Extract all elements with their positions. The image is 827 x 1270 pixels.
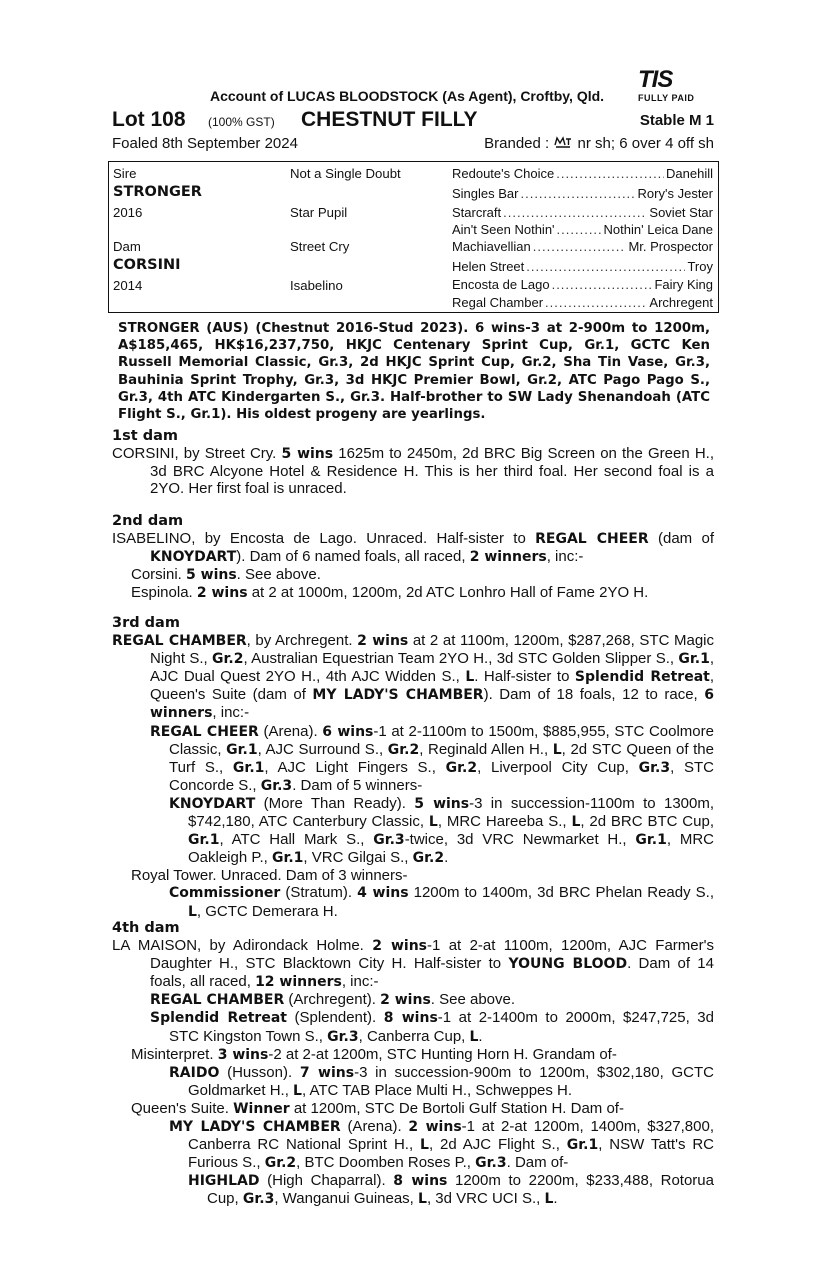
third-dam-section xyxy=(112,615,714,921)
dam-paragraphs xyxy=(112,632,714,921)
bold-text: Gr.3 xyxy=(327,1028,359,1045)
sire-summary: STRONGER (AUS) (Chestnut 2016-Stud 2023). 6 wins-3 at 2-900m to 1200m, A$185,465, HK$16,237,750, HKJC Centenary Sprint Cup, Gr.1, GCTC Ken Russell Memorial Classic, Gr.3, 2d HKJC Sprint Cup, Gr.2, Sha Tin Vase, Gr.3, Bauhinia Sprint Trophy, Gr.3, 3d HKJC Premier Bowl, Gr.2, ATC Pago Pago S., Gr.3, 4th ATC Kindergarten S., Gr.3. Half-brother to SW Lady Shenandoah (ATC Flight S., Gr.1). His oldest progeny are yearlings. xyxy=(118,321,710,423)
brand-description: nr sh; 6 over 4 off sh xyxy=(577,135,714,152)
ancestor: Singles Bar xyxy=(452,186,519,201)
bold-text: 2 wins xyxy=(357,633,409,650)
bold-text: L xyxy=(188,903,197,920)
bold-text: L xyxy=(469,1028,479,1045)
second-dam-section xyxy=(112,513,714,602)
lot-number: Lot 108 xyxy=(112,108,186,131)
bold-text: REGAL CHEER xyxy=(150,723,259,740)
dam-dam: Isabelino xyxy=(290,278,343,293)
bold-text: 2 wins xyxy=(408,1119,462,1136)
bold-text: 2 wins xyxy=(380,992,431,1009)
dam-paragraphs xyxy=(112,530,714,602)
bold-text: 8 wins xyxy=(393,1173,448,1190)
section-heading: 1st dam xyxy=(112,428,178,444)
ancestor: Helen Street xyxy=(452,259,525,274)
bold-text: Gr.1 xyxy=(566,1137,599,1154)
bold-text: 12 winners xyxy=(255,974,342,991)
dam-sire: Street Cry xyxy=(290,239,350,254)
dam-paragraph: REGAL CHAMBER, by Archregent. 2 wins at 2 at 1100m, 1200m, $287,268, STC Magic Night S., Gr.2, Australian Equestrian Team 2YO H., 3d STC Golden Slipper S., Gr.1, AJC Dual Quest 2YO H., 4th AJC Widden S., L. Half-sister to Splendid Retreat, Queen's Suite (dam of MY LADY'S CHAMBER). Dam of 18 foals, 12 to race, 6 winners, inc:- xyxy=(112,632,715,722)
bold-text: KNOYDART xyxy=(169,795,256,812)
dam-paragraph: REGAL CHEER (Arena). 6 wins-1 at 2-1100m to 1500m, $885,955, STC Coolmore Classic, Gr.1, AJC Surround S., Gr.2, Reginald Allen H., L, 2d STC Queen of the Turf S., Gr.1, AJC Light Fingers S., Gr.2, Liverpool City Cup, Gr.3, STC Concorde S., Gr.3. Dam of 5 winners- xyxy=(150,722,714,794)
dam-paragraph: Corsini. 5 wins. See above. xyxy=(131,566,321,584)
bold-text: L xyxy=(420,1137,429,1154)
dam-paragraph: Queen's Suite. Winner at 1200m, STC De Bortoli Gulf Station H. Dam of- xyxy=(131,1099,624,1117)
bold-text: Splendid Retreat xyxy=(150,1010,287,1027)
dam-paragraph: RAIDO (Husson). 7 wins-3 in succession-900m to 1200m, $302,180, GCTC Goldmarket H., L, ATC TAB Place Multi H., Schweppes H. xyxy=(169,1063,714,1099)
pedigree-row xyxy=(452,205,713,220)
section-heading: 3rd dam xyxy=(112,615,180,631)
gst-note: (100% GST) xyxy=(208,115,275,129)
bold-text: 8 wins xyxy=(383,1010,438,1027)
dam-paragraph: Splendid Retreat (Splendent). 8 wins-1 at 2-1400m to 2000m, $247,725, 3d STC Kingston Town S., Gr.3, Canberra Cup, L. xyxy=(150,1009,714,1045)
bold-text: Gr.2 xyxy=(412,850,445,867)
ancestor-sire: Mr. Prospector xyxy=(628,239,713,254)
bold-text: Gr.1 xyxy=(635,832,667,849)
sire-sire: Not a Single Doubt xyxy=(290,166,401,181)
vendor-account: Account of LUCAS BLOODSTOCK (As Agent), Croftby, Qld. xyxy=(210,88,605,104)
logo-text: TIS xyxy=(638,66,673,93)
pedigree-row xyxy=(452,222,713,237)
ancestor-sire: Rory's Jester xyxy=(637,186,713,201)
dam-paragraph: HIGHLAD (High Chaparral). 8 wins 1200m to 2200m, $233,488, Rotorua Cup, Gr.3, Wanganui Guineas, L, 3d VRC UCI S., L. xyxy=(188,1172,714,1208)
pedigree-row xyxy=(452,166,713,181)
bold-text: 5 wins xyxy=(186,567,237,584)
ancestor: Machiavellian xyxy=(452,239,531,254)
sire-label: Sire xyxy=(113,166,137,181)
bold-text: MY LADY'S CHAMBER xyxy=(312,687,484,704)
bold-text: 3 wins xyxy=(217,1046,269,1063)
bold-text: L xyxy=(293,1082,302,1099)
lot-description: CHESTNUT FILLY xyxy=(301,108,478,131)
dam-paragraph: Espinola. 2 wins at 2 at 1000m, 1200m, 2d ATC Lonhro Hall of Fame 2YO H. xyxy=(131,584,649,602)
pedigree-row xyxy=(452,259,713,274)
stable-number: Stable M 1 xyxy=(639,112,714,129)
bold-text: Gr.1 xyxy=(226,741,258,758)
sire-year: 2016 xyxy=(113,205,143,220)
dam-paragraph: Misinterpret. 3 wins-2 at 2-at 1200m, STC Hunting Horn H. Grandam of- xyxy=(131,1045,617,1063)
pedigree-row xyxy=(452,277,713,292)
sire-name: STRONGER xyxy=(113,184,202,200)
bold-text: Gr.2 xyxy=(264,1155,297,1172)
bold-text: 4 wins xyxy=(357,885,409,902)
bold-text: 2 wins xyxy=(196,585,248,602)
bold-text: Splendid Retreat xyxy=(574,669,710,686)
bold-text: Gr.1 xyxy=(678,651,710,668)
dam-paragraph: CORSINI, by Street Cry. 5 wins 1625m to 2450m, 2d BRC Big Screen on the Green H., 3d BRC Alcyone Hotel & Residence H. This is her third foal. Her second foal is a 2YO. Her first foal is unraced. xyxy=(112,445,715,498)
pedigree-row xyxy=(452,239,713,254)
bold-text: 2 wins xyxy=(372,938,428,955)
dam-paragraph: LA MAISON, by Adirondack Holme. 2 wins-1 at 2-at 1100m, 1200m, AJC Farmer's Daughter H., STC Blacktown City H. Half-sister to YOUNG BLOOD. Dam of 14 foals, all raced, 12 winners, inc:- xyxy=(112,937,714,991)
bold-text: L xyxy=(465,669,475,686)
dam-paragraph: REGAL CHAMBER (Archregent). 2 wins. See above. xyxy=(150,991,516,1009)
bold-text: Gr.2 xyxy=(387,741,420,758)
bold-text: REGAL CHEER xyxy=(535,531,649,548)
bold-text: Gr.2 xyxy=(445,759,478,776)
dam-paragraph: Commissioner (Stratum). 4 wins 1200m to 1400m, 3d BRC Phelan Ready S., L, GCTC Demerara H. xyxy=(169,884,714,920)
bold-text: YOUNG BLOOD xyxy=(508,956,628,973)
bold-text: Winner xyxy=(233,1100,290,1117)
bold-text: Gr.3 xyxy=(475,1155,507,1172)
dam-name: CORSINI xyxy=(113,257,181,273)
bold-text: Gr.1 xyxy=(232,759,265,776)
bold-text: KNOYDART xyxy=(150,549,237,566)
dam-paragraphs xyxy=(112,937,714,1208)
bold-text: L xyxy=(418,1191,427,1208)
bold-text: 5 wins xyxy=(414,795,470,812)
dam-paragraph: ISABELINO, by Encosta de Lago. Unraced. Half-sister to REGAL CHEER (dam of KNOYDART). Dam of 6 named foals, all raced, 2 winners, inc:- xyxy=(112,530,714,566)
bold-text: Gr.3 xyxy=(373,832,405,849)
ancestor: Starcraft xyxy=(452,205,502,220)
dam-paragraph: MY LADY'S CHAMBER (Arena). 2 wins-1 at 2-at 1200m, 1400m, $327,800, Canberra RC National Sprint H., L, 2d AJC Flight S., Gr.1, NSW Tatt's RC Furious S., Gr.2, BTC Doomben Roses P., Gr.3. Dam of- xyxy=(169,1118,714,1172)
section-heading: 4th dam xyxy=(112,920,180,936)
ancestor-sire: Archregent xyxy=(649,295,713,310)
lot-line xyxy=(112,108,714,134)
brand-mark-icon xyxy=(553,136,573,148)
fully-paid-label: FULLY PAID xyxy=(638,93,695,103)
ancestor: Ain't Seen Nothin' xyxy=(452,222,555,237)
ancestor-sire: Troy xyxy=(687,259,713,274)
ancestor-sire: Danehill xyxy=(666,166,713,181)
sire-dam: Star Pupil xyxy=(290,205,348,220)
bold-text: 6 wins xyxy=(322,723,374,740)
bold-text: Gr.3 xyxy=(260,777,293,794)
bold-text: Gr.3 xyxy=(638,759,671,776)
bold-text: REGAL CHAMBER xyxy=(150,992,285,1009)
ancestor: Encosta de Lago xyxy=(452,277,550,292)
dam-paragraph: Royal Tower. Unraced. Dam of 3 winners- xyxy=(131,867,408,885)
bold-text: RAIDO xyxy=(169,1064,220,1081)
pedigree-row xyxy=(452,295,713,310)
dam-paragraph: KNOYDART (More Than Ready). 5 wins-3 in succession-1100m to 1300m, $742,180, ATC Canterbury Classic, L, MRC Hareeba S., L, 2d BRC BTC Cup, Gr.1, ATC Hall Mark S., Gr.3-twice, 3d VRC Newmarket H., Gr.1, MRC Oakleigh P., Gr.1, VRC Gilgai S., Gr.2. xyxy=(169,794,715,867)
ancestor: Redoute's Choice xyxy=(452,166,555,181)
bold-text: L xyxy=(552,741,562,758)
ancestor-sire: Fairy King xyxy=(654,277,713,292)
bold-text: Gr.3 xyxy=(242,1191,275,1208)
pedigree-table xyxy=(108,161,719,313)
bold-text: 2 winners xyxy=(469,549,547,566)
bold-text: Gr.1 xyxy=(188,832,220,849)
bold-text: L xyxy=(571,814,581,831)
bold-text: 5 wins xyxy=(281,446,334,463)
bold-text: L xyxy=(544,1191,554,1208)
pedigree-row xyxy=(452,186,713,201)
foaled-date: Foaled 8th September 2024 xyxy=(112,135,298,152)
fourth-dam-section xyxy=(112,920,714,1209)
bold-text: Gr.1 xyxy=(271,850,304,867)
bold-text: MY LADY'S CHAMBER xyxy=(169,1119,341,1136)
ancestor-sire: Nothin' Leica Dane xyxy=(603,222,713,237)
branded-label: Branded : xyxy=(484,135,550,152)
brand-info xyxy=(484,135,714,152)
bold-text: 6 winners xyxy=(150,687,714,722)
ancestor: Regal Chamber xyxy=(452,295,544,310)
dam-year: 2014 xyxy=(113,278,143,293)
bold-text: Gr.2 xyxy=(212,651,244,668)
tis-logo xyxy=(632,66,712,106)
bold-text: REGAL CHAMBER xyxy=(112,633,247,650)
bold-text: L xyxy=(428,814,438,831)
bold-text: 7 wins xyxy=(299,1064,355,1081)
dam-label: Dam xyxy=(113,239,141,254)
bold-text: Commissioner xyxy=(169,885,281,902)
bold-text: HIGHLAD xyxy=(188,1173,260,1190)
first-dam-section xyxy=(112,428,714,497)
section-heading: 2nd dam xyxy=(112,513,184,529)
ancestor-sire: Soviet Star xyxy=(649,205,713,220)
